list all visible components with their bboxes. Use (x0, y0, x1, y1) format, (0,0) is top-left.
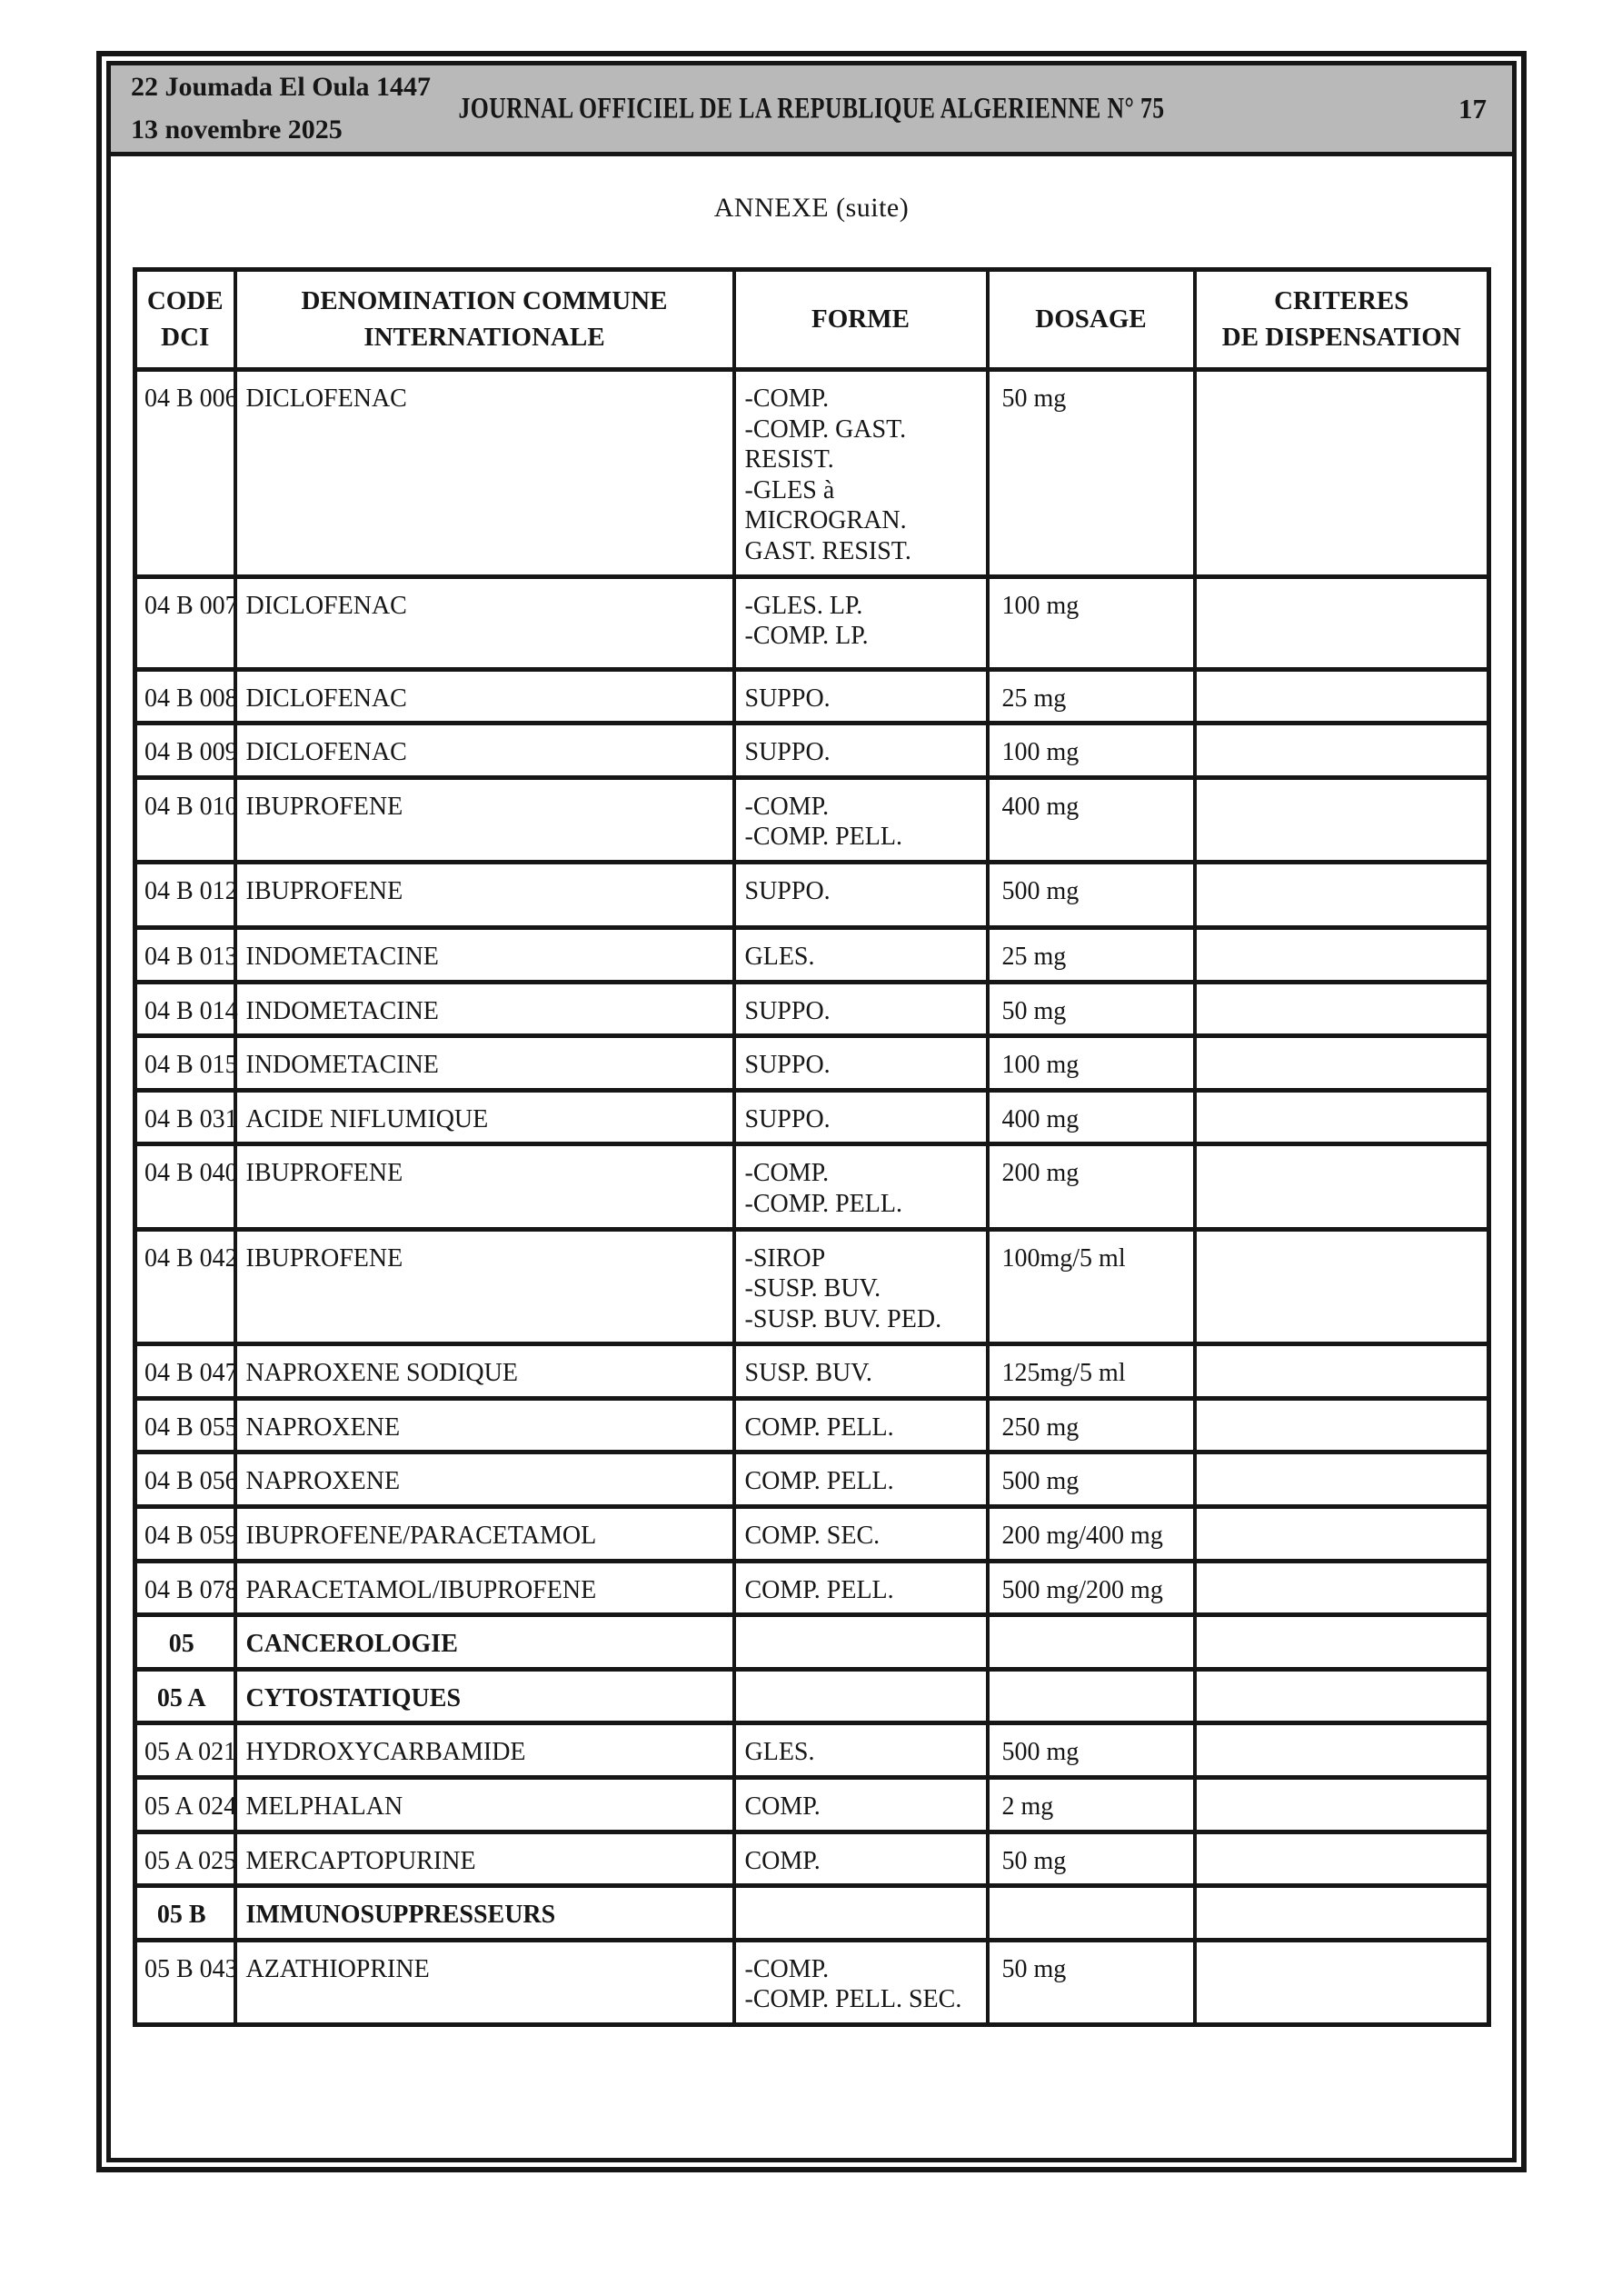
dci-cell (235, 1398, 734, 1452)
dosage-line: 50 mg (1001, 996, 1067, 1025)
header-dosage (988, 270, 1195, 370)
code-line: 05 B 043 (144, 1954, 238, 1983)
forme-line: -GLES. LP. (744, 591, 863, 620)
dosage-cell (988, 1886, 1195, 1941)
dci-cell (235, 1090, 734, 1144)
criteres-cell (1195, 1507, 1489, 1562)
journal-title: JOURNAL OFFICIEL DE LA REPUBLIQUE ALGERIENNE N° 75 (458, 92, 1165, 125)
dosage-line: 100mg/5 ml (1001, 1243, 1126, 1273)
header-line: CRITERES (1274, 286, 1409, 316)
criteres-cell (1195, 1452, 1489, 1507)
page-number: 17 (1458, 92, 1487, 125)
table-row (135, 1832, 1489, 1886)
section-row (135, 1669, 1489, 1723)
table-row (135, 1398, 1489, 1452)
header-line: DE DISPENSATION (1221, 322, 1461, 352)
code-cell (135, 1090, 238, 1144)
code-cell (135, 1229, 238, 1344)
dci-cell (235, 1669, 734, 1723)
table-row (135, 1723, 1489, 1778)
dosage-line: 100 mg (1001, 591, 1080, 620)
criteres-cell (1195, 777, 1489, 862)
code-cell (135, 777, 238, 862)
criteres-cell (1195, 1090, 1489, 1144)
code-line: 04 B 042 (144, 1243, 238, 1273)
page-frame (96, 51, 1527, 2172)
dci-line: NAPROXENE (245, 1413, 401, 1442)
forme-cell (734, 1723, 988, 1778)
forme-line: -COMP. (744, 1954, 830, 1983)
dosage-line: 250 mg (1001, 1413, 1080, 1442)
criteres-cell (1195, 1036, 1489, 1091)
dosage-line: 400 mg (1001, 792, 1080, 821)
forme-cell (734, 1669, 988, 1723)
forme-line: SUPPO. (744, 1051, 831, 1080)
dci-line: DICLOFENAC (245, 591, 407, 620)
dci-line: INDOMETACINE (245, 996, 439, 1025)
dosage-cell (988, 1036, 1195, 1091)
forme-line: COMP. SEC. (744, 1522, 881, 1551)
code-cell (135, 862, 238, 927)
dci-cell (235, 1561, 734, 1615)
criteres-cell (1195, 370, 1489, 577)
forme-cell (734, 669, 988, 724)
header-line: FORME (811, 304, 910, 334)
dci-cell (235, 1832, 734, 1886)
criteres-cell (1195, 927, 1489, 982)
forme-line: -COMP. PELL. (744, 1189, 902, 1218)
criteres-cell (1195, 1561, 1489, 1615)
code-line: 05 A 024 (144, 1792, 237, 1822)
forme-cell (734, 777, 988, 862)
table-row (135, 777, 1489, 862)
dci-cell (235, 576, 734, 669)
dosage-cell (988, 1090, 1195, 1144)
forme-line: COMP. PELL. (744, 1467, 894, 1496)
dci-cell (235, 724, 734, 778)
dosage-cell (988, 1561, 1195, 1615)
date-block (111, 66, 431, 151)
dosage-cell (988, 1452, 1195, 1507)
dosage-line: 50 mg (1001, 1846, 1067, 1875)
forme-line: -COMP. LP. (744, 622, 869, 651)
dci-line: IBUPROFENE (245, 1243, 403, 1273)
dci-line: DICLOFENAC (245, 684, 407, 713)
dci-cell (235, 982, 734, 1036)
code-line: 04 B 056 (144, 1467, 238, 1496)
header-line: DENOMINATION COMMUNE (301, 286, 668, 316)
header-denomination (235, 270, 734, 370)
code-line: 04 B 008 (144, 684, 238, 713)
code-cell (135, 1723, 235, 1778)
table-row (135, 669, 1489, 724)
forme-cell (734, 1036, 988, 1091)
header-criteres (1195, 270, 1489, 370)
dci-line: CYTOSTATIQUES (245, 1683, 462, 1712)
forme-cell (734, 1832, 988, 1886)
dosage-cell (988, 576, 1195, 669)
dci-line: AZATHIOPRINE (245, 1954, 430, 1983)
dci-line: IBUPROFENE/PARACETAMOL (245, 1522, 597, 1551)
dosage-cell (988, 1832, 1195, 1886)
table-row (135, 1452, 1489, 1507)
table-row (135, 1507, 1489, 1562)
table-row (135, 370, 1489, 577)
criteres-cell (1195, 724, 1489, 778)
forme-cell (734, 1886, 988, 1941)
dosage-cell (988, 1144, 1195, 1229)
forme-cell (734, 1940, 988, 2024)
section-row (135, 1615, 1489, 1670)
forme-line: SUPPO. (744, 1104, 831, 1133)
dosage-cell (988, 370, 1195, 577)
table-row (135, 1090, 1489, 1144)
criteres-cell (1195, 669, 1489, 724)
code-cell (135, 1886, 235, 1941)
code-line: 05 A 021 (144, 1738, 237, 1767)
criteres-cell (1195, 1229, 1489, 1344)
forme-cell (734, 1452, 988, 1507)
code-cell (135, 1940, 238, 2024)
forme-line: SUPPO. (744, 684, 831, 713)
forme-cell (734, 576, 988, 669)
code-line: 04 B 031 (144, 1104, 238, 1133)
forme-line: GLES. (744, 1738, 815, 1767)
forme-cell (734, 862, 988, 927)
dci-line: IBUPROFENE (245, 792, 403, 821)
dci-line: DICLOFENAC (245, 738, 407, 767)
dci-cell (235, 1507, 734, 1562)
forme-cell (734, 1561, 988, 1615)
code-line: 04 B 047 (144, 1359, 238, 1388)
forme-line: -SIROP (744, 1243, 826, 1273)
code-cell (135, 1507, 238, 1562)
header-line: DCI (161, 322, 210, 352)
dosage-cell (988, 1398, 1195, 1452)
dosage-cell (988, 862, 1195, 927)
code-line: 05 (168, 1630, 194, 1659)
code-line: 04 B 010 (144, 792, 238, 821)
code-line: 04 B 013 (144, 942, 238, 971)
forme-line: -COMP. PELL. (744, 823, 902, 852)
dosage-line: 200 mg/400 mg (1001, 1522, 1163, 1551)
dosage-line: 500 mg (1001, 876, 1080, 905)
forme-line: GAST. RESIST. (744, 536, 911, 565)
dosage-cell (988, 1778, 1195, 1832)
forme-line: -COMP. (744, 384, 830, 413)
forme-line: -SUSP. BUV. (744, 1274, 881, 1303)
forme-cell (734, 1229, 988, 1344)
dosage-line: 25 mg (1001, 684, 1067, 713)
forme-line: -COMP. (744, 1159, 830, 1188)
dosage-cell (988, 1229, 1195, 1344)
criteres-cell (1195, 1144, 1489, 1229)
medications-table (133, 267, 1491, 2027)
dosage-cell (988, 669, 1195, 724)
forme-line: -COMP. (744, 792, 830, 821)
code-cell (135, 1561, 238, 1615)
dosage-line: 500 mg (1001, 1738, 1080, 1767)
table-row (135, 862, 1489, 927)
dosage-line: 500 mg (1001, 1467, 1080, 1496)
header-line: DOSAGE (1035, 304, 1147, 334)
dosage-line: 125mg/5 ml (1001, 1359, 1126, 1388)
code-cell (135, 927, 238, 982)
dosage-cell (988, 724, 1195, 778)
dci-line: DICLOFENAC (245, 384, 407, 413)
dosage-cell (988, 777, 1195, 862)
code-cell (135, 724, 238, 778)
code-cell (135, 1398, 238, 1452)
dosage-cell (988, 927, 1195, 982)
criteres-cell (1195, 576, 1489, 669)
forme-line: COMP. PELL. (744, 1413, 894, 1442)
dosage-line: 500 mg/200 mg (1001, 1575, 1163, 1604)
forme-cell (734, 724, 988, 778)
dci-line: NAPROXENE SODIQUE (245, 1359, 518, 1388)
dci-line: ACIDE NIFLUMIQUE (245, 1104, 489, 1133)
dci-line: IMMUNOSUPPRESSEURS (245, 1901, 556, 1930)
code-cell (135, 1344, 238, 1399)
forme-line: -COMP. PELL. SEC. (744, 1985, 962, 2014)
dosage-cell (988, 1723, 1195, 1778)
table-row (135, 1144, 1489, 1229)
table-row (135, 1940, 1489, 2024)
code-cell (135, 1615, 235, 1670)
criteres-cell (1195, 1669, 1489, 1723)
dosage-cell (988, 1940, 1195, 2024)
dosage-cell (988, 1669, 1195, 1723)
header-forme (734, 270, 988, 370)
dci-cell (235, 1229, 734, 1344)
code-cell (135, 576, 238, 669)
section-row (135, 1886, 1489, 1941)
forme-line: -GLES à MICROGRAN. (744, 475, 907, 535)
code-cell (135, 1036, 238, 1091)
code-line: 05 B (156, 1901, 206, 1930)
code-cell (135, 1452, 238, 1507)
dosage-cell (988, 1507, 1195, 1562)
dosage-line: 200 mg (1001, 1159, 1080, 1188)
dosage-line: 100 mg (1001, 1051, 1080, 1080)
forme-line: SUPPO. (744, 996, 831, 1025)
code-line: 04 B 015 (144, 1051, 238, 1080)
table-row (135, 1036, 1489, 1091)
dci-cell (235, 370, 734, 577)
dosage-line: 50 mg (1001, 1954, 1067, 1983)
dosage-line: 400 mg (1001, 1104, 1080, 1133)
code-line: 04 B 040 (144, 1159, 238, 1188)
dci-cell (235, 1615, 734, 1670)
forme-line: COMP. (744, 1792, 821, 1822)
header-band (111, 65, 1512, 156)
criteres-cell (1195, 862, 1489, 927)
code-cell (135, 982, 238, 1036)
table-row (135, 982, 1489, 1036)
code-cell (135, 669, 238, 724)
forme-line: COMP. (744, 1846, 821, 1875)
criteres-cell (1195, 1886, 1489, 1941)
forme-cell (734, 1615, 988, 1670)
table-row (135, 1778, 1489, 1832)
table-row (135, 1229, 1489, 1344)
date-hijri: 22 Joumada El Oula 1447 (131, 72, 432, 102)
dci-cell (235, 1886, 734, 1941)
dci-cell (235, 1940, 734, 2024)
dci-cell (235, 1344, 734, 1399)
dosage-cell (988, 1615, 1195, 1670)
code-line: 04 B 009 (144, 738, 238, 767)
dci-line: NAPROXENE (245, 1467, 401, 1496)
criteres-cell (1195, 1940, 1489, 2024)
code-cell (135, 1832, 235, 1886)
forme-cell (734, 927, 988, 982)
page-frame-inner (106, 61, 1517, 2162)
code-cell (135, 1778, 235, 1832)
dci-cell (235, 777, 734, 862)
forme-cell (734, 1778, 988, 1832)
code-cell (135, 1669, 235, 1723)
dci-cell (235, 1452, 734, 1507)
dosage-cell (988, 982, 1195, 1036)
dci-cell (235, 1036, 734, 1091)
criteres-cell (1195, 1832, 1489, 1886)
code-line: 04 B 006 (144, 384, 238, 413)
dci-line: MELPHALAN (245, 1792, 403, 1822)
code-line: 04 B 055 (144, 1413, 238, 1442)
forme-line: SUSP. BUV. (744, 1359, 872, 1388)
forme-cell (734, 1144, 988, 1229)
code-line: 04 B 007 (144, 591, 238, 620)
criteres-cell (1195, 1398, 1489, 1452)
forme-cell (734, 370, 988, 577)
dci-line: IBUPROFENE (245, 1159, 403, 1188)
forme-line: -COMP. GAST. RESIST. (744, 414, 907, 474)
dci-line: HYDROXYCARBAMIDE (245, 1738, 526, 1767)
criteres-cell (1195, 1344, 1489, 1399)
dci-cell (235, 862, 734, 927)
code-line: 04 B 014 (144, 996, 238, 1025)
criteres-cell (1195, 1615, 1489, 1670)
forme-cell (734, 1344, 988, 1399)
forme-cell (734, 982, 988, 1036)
dci-cell (235, 1144, 734, 1229)
forme-line: SUPPO. (744, 876, 831, 905)
forme-line: COMP. PELL. (744, 1575, 894, 1604)
forme-line: GLES. (744, 942, 815, 971)
criteres-cell (1195, 982, 1489, 1036)
dosage-line: 25 mg (1001, 942, 1067, 971)
forme-cell (734, 1090, 988, 1144)
dci-cell (235, 927, 734, 982)
dci-cell (235, 669, 734, 724)
table-row (135, 576, 1489, 669)
annexe-title: ANNEXE (suite) (713, 193, 910, 223)
forme-line: -SUSP. BUV. PED. (744, 1304, 942, 1333)
header-code-dci (135, 270, 235, 370)
dci-line: PARACETAMOL/IBUPROFENE (245, 1575, 597, 1604)
forme-cell (734, 1507, 988, 1562)
table-body (135, 370, 1489, 2025)
code-line: 05 A (156, 1683, 206, 1712)
code-line: 04 B 012 (144, 876, 238, 905)
dci-line: CANCEROLOGIE (245, 1630, 458, 1659)
table-header-row (135, 270, 1489, 370)
forme-cell (734, 1398, 988, 1452)
criteres-cell (1195, 1778, 1489, 1832)
date-gregorian: 13 novembre 2025 (131, 114, 343, 145)
table-row (135, 927, 1489, 982)
table-row (135, 724, 1489, 778)
criteres-cell (1195, 1723, 1489, 1778)
dosage-cell (988, 1344, 1195, 1399)
dci-line: INDOMETACINE (245, 942, 439, 971)
forme-line: SUPPO. (744, 738, 831, 767)
header-line: INTERNATIONALE (363, 322, 605, 352)
dosage-line: 100 mg (1001, 738, 1080, 767)
dci-line: IBUPROFENE (245, 876, 403, 905)
code-line: 05 A 025 (144, 1846, 237, 1875)
code-cell (135, 1144, 238, 1229)
dci-cell (235, 1723, 734, 1778)
code-cell (135, 370, 238, 577)
table-row (135, 1344, 1489, 1399)
dci-line: INDOMETACINE (245, 1051, 439, 1080)
header-line: CODE (146, 286, 224, 316)
table-row (135, 1561, 1489, 1615)
dci-line: MERCAPTOPURINE (245, 1846, 476, 1875)
code-line: 04 B 078 (144, 1575, 238, 1604)
dosage-line: 2 mg (1001, 1792, 1054, 1822)
dosage-line: 50 mg (1001, 384, 1067, 413)
dci-cell (235, 1778, 734, 1832)
code-line: 04 B 059 (144, 1522, 238, 1551)
